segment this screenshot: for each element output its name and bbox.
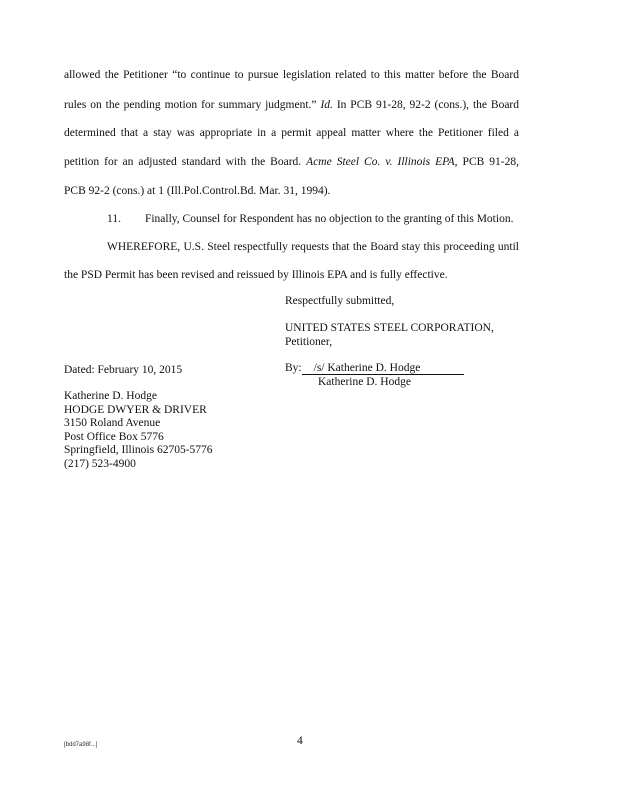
street-address: 3150 Roland Avenue: [64, 417, 161, 429]
body-text: Finally, Counsel for Respondent has no objection to the granting of this Motion.: [144, 213, 514, 225]
citation-id: Id.: [320, 99, 333, 111]
body-text: In PCB 91-28, 92-2 (cons.), the Board: [332, 99, 519, 111]
body-text: rules on the pending motion for summary judgment.”: [64, 99, 321, 111]
phone-number: (217) 523-4900: [64, 457, 136, 470]
printed-name: Katherine D. Hodge: [318, 375, 411, 388]
body-text: petition for an adjusted standard with the Board.: [64, 156, 307, 168]
page-number: 4: [297, 735, 303, 747]
po-box: Post Office Box 5776: [64, 430, 164, 443]
firm-name: HODGE DWYER & DRIVER: [64, 403, 207, 416]
body-text: the PSD Permit has been revised and reissued by Illinois EPA and is fully effective.: [64, 269, 448, 281]
body-text: determined that a stay was appropriate in a permit appeal matter where the Petitioner filed a: [64, 127, 519, 139]
wherefore-line-2: [64, 268, 448, 282]
document-code: [bdd7a98f...]: [64, 742, 98, 748]
city-state-zip: Springfield, Illinois 62705-5776: [64, 444, 213, 456]
body-text: , PCB 91-28,: [454, 156, 519, 168]
party-role: Petitioner,: [285, 335, 333, 348]
body-text: PCB 92-2 (cons.) at 1 (Ill.Pol.Control.Bd. Mar. 31, 1994).: [64, 185, 331, 197]
case-citation: Acme Steel Co. v. Illinois EPA: [306, 156, 455, 168]
signature-block: [285, 362, 464, 389]
party-block: [285, 322, 494, 349]
body-line-2: [64, 98, 519, 112]
date-line: Dated: February 10, 2015: [64, 364, 183, 376]
body-line-3: [64, 126, 519, 140]
paragraph-11: [107, 212, 513, 226]
signed-name: /s/ Katherine D. Hodge: [302, 362, 464, 375]
by-label: By:: [285, 362, 302, 374]
party-name: UNITED STATES STEEL CORPORATION,: [285, 322, 494, 334]
paragraph-number: 11.: [107, 213, 121, 225]
body-line-1: [64, 68, 519, 82]
signature-line: [285, 362, 464, 376]
closing: Respectfully submitted,: [285, 295, 395, 307]
counsel-name: Katherine D. Hodge: [64, 390, 157, 402]
counsel-address: [64, 390, 213, 471]
body-text: WHEREFORE, U.S. Steel respectfully requests that the Board stay this proceeding until: [107, 241, 519, 253]
body-line-5: [64, 184, 330, 198]
body-line-4: [64, 155, 519, 169]
body-text: allowed the Petitioner “to continue to pursue legislation related to this matter before the Board: [64, 69, 519, 81]
wherefore-line-1: [107, 240, 519, 254]
